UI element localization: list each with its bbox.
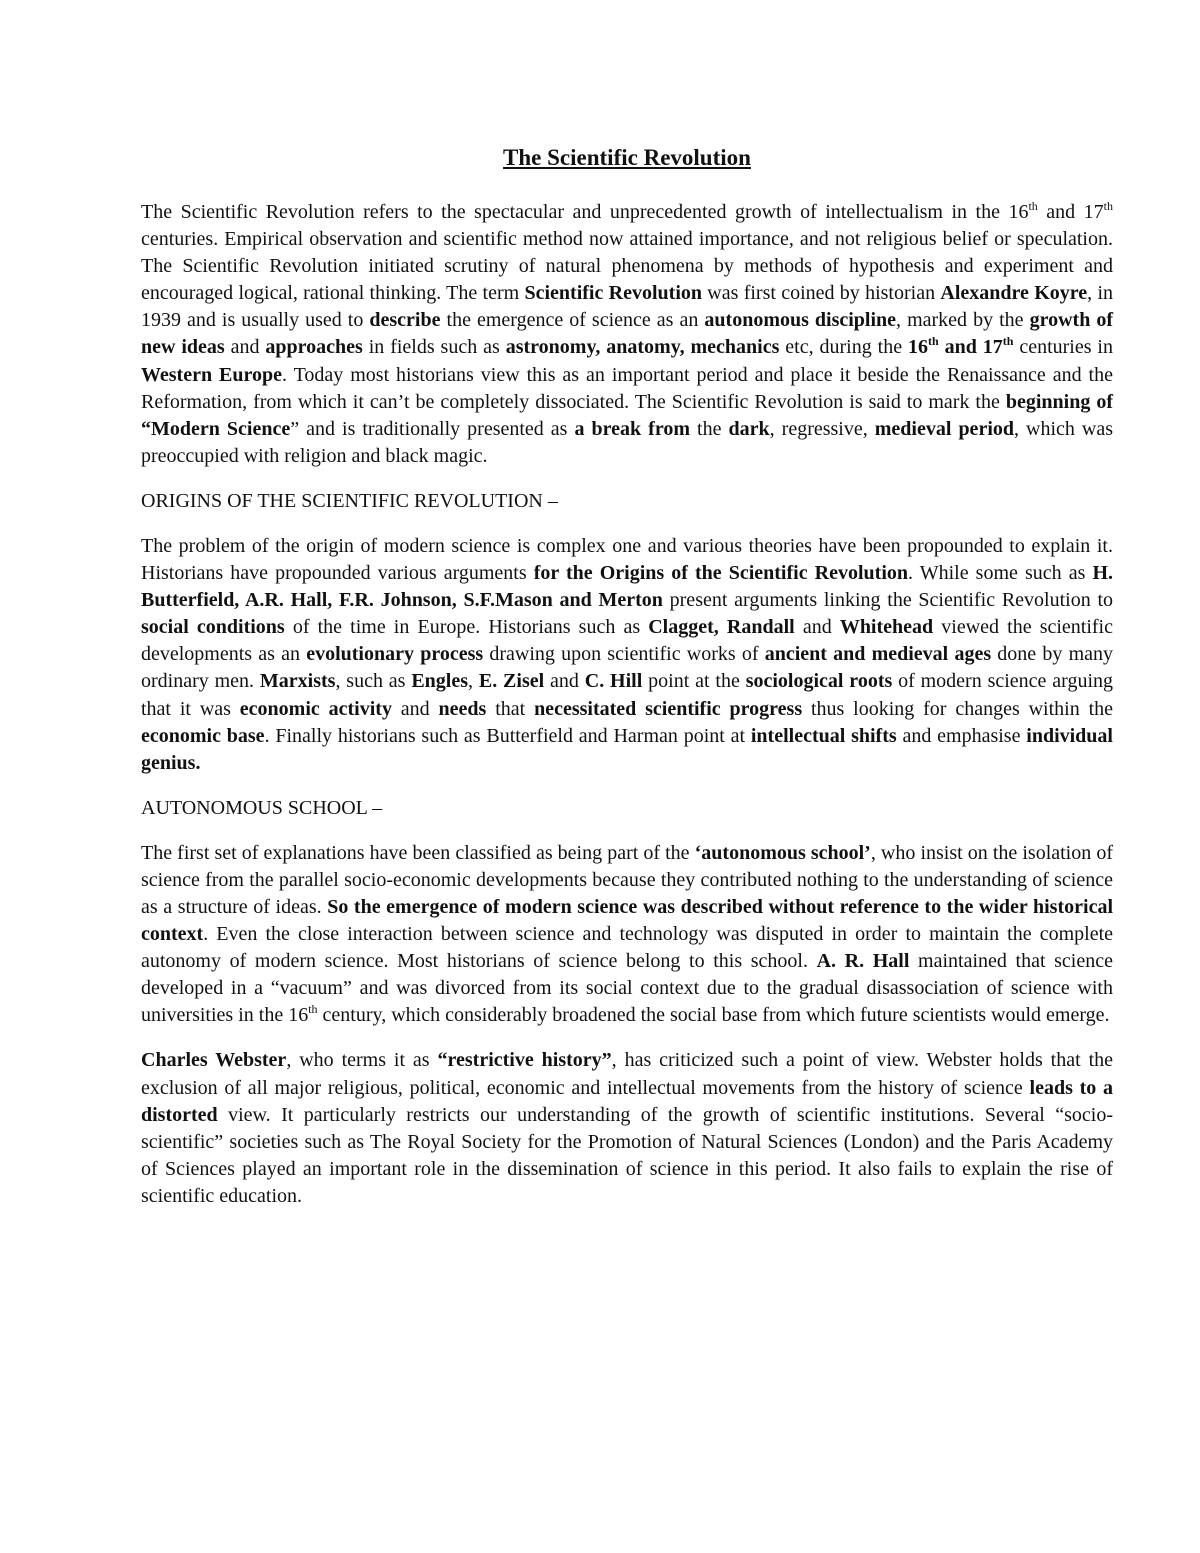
text-run: th bbox=[308, 1002, 318, 1017]
bold-text-run: Clagget, Randall bbox=[648, 616, 795, 639]
text-run: , has criticized such a point of view. Webster holds that the exclusion of all major religious, political, economic and intellectual movements from the history of science bbox=[141, 1049, 1113, 1099]
bold-text-run: ancient and medieval ages bbox=[764, 643, 992, 666]
text-run: and 17 bbox=[1037, 201, 1104, 223]
bold-text-run: Alexandre Koyre bbox=[940, 282, 1088, 305]
text-run: , bbox=[468, 670, 479, 693]
text-run: centuries. Empirical observation and scientific method now attained importance, and not religious belief or speculation. The Scientific Revolution initiated scrutiny of natural phenomena by methods of hypothesis and experiment and encouraged logical, rational thinking. The term bbox=[141, 228, 1113, 305]
text-run: , such as bbox=[335, 670, 412, 693]
text-run: ” and is traditionally presented as bbox=[290, 417, 575, 440]
text-run: of modern science arguing that it was bbox=[141, 670, 1114, 720]
bold-text-run: ‘autonomous school’ bbox=[694, 841, 871, 864]
bold-text-run: evolutionary process bbox=[306, 643, 484, 666]
bold-text-run: social conditions bbox=[141, 616, 285, 639]
text-run: point at the bbox=[642, 670, 746, 693]
bold-text-run: autonomous discipline bbox=[704, 309, 897, 332]
bold-text-run: economic base bbox=[141, 724, 265, 747]
document-page bbox=[141, 140, 1113, 1228]
text-run: was first coined by historian bbox=[702, 282, 941, 305]
bold-text-run: approaches bbox=[265, 336, 363, 359]
bold-text-run: 16 bbox=[908, 336, 928, 359]
text-run: maintained that science developed in a “vacuum” and was divorced from its social context due to the gradual disassociation of science with universities in the 16 bbox=[141, 950, 1113, 1027]
bold-text-run: necessitated scientific progress bbox=[534, 697, 803, 720]
bold-text-run: and 17 bbox=[938, 336, 1003, 359]
text-run: done by many ordinary men. bbox=[141, 643, 1114, 693]
text-run: of the time in Europe. Historians such as bbox=[284, 616, 649, 639]
text-run: The problem of the origin of modern science is complex one and various theories have been propounded to explain it. Historians have propounded various arguments bbox=[141, 534, 1113, 585]
text-run: . Today most historians view this as an important period and place it beside the Renaissance and the Reformation, from which it can’t be completely dissociated. The Scientific Revolution is said to mark the bbox=[141, 363, 1113, 413]
bold-text-run: Whitehead bbox=[839, 616, 934, 639]
bold-text-run: “restrictive history” bbox=[437, 1049, 612, 1072]
text-run: The Scientific Revolution refers to the spectacular and unprecedented growth of intellectualism in the 16 bbox=[141, 201, 1029, 223]
text-run: , marked by the bbox=[896, 309, 1030, 332]
bold-text-run: Engles bbox=[411, 670, 468, 693]
text-run: century, which considerably broadened the social base from which future scientists would emerge. bbox=[317, 1004, 1110, 1027]
text-run: thus looking for changes within the bbox=[802, 697, 1113, 720]
text-run: the emergence of science as an bbox=[440, 309, 705, 332]
bold-text-run: E. Zisel bbox=[478, 670, 545, 693]
text-run: centuries in bbox=[1013, 336, 1113, 359]
bold-text-run: leads to a distorted bbox=[141, 1076, 1113, 1126]
autonomous-heading: AUTONOMOUS SCHOOL – bbox=[141, 796, 383, 819]
text-run: and emphasise bbox=[896, 724, 1027, 747]
autonomous-paragraph bbox=[141, 840, 1113, 1030]
text-run: viewed the scientific developments as an bbox=[141, 616, 1113, 666]
text-run: th bbox=[1028, 199, 1038, 213]
bold-text-run: economic activity bbox=[239, 697, 392, 720]
text-run: etc, during the bbox=[779, 336, 908, 359]
document-title: The Scientific Revolution bbox=[503, 145, 751, 170]
bold-text-run: th bbox=[1002, 334, 1014, 349]
origins-heading: ORIGINS OF THE SCIENTIFIC REVOLUTION – bbox=[141, 489, 558, 512]
text-run: view. It particularly restricts our understanding of the growth of scientific institutions. Several “socio-scientific” societies such as The Royal Society for the Promotion of Natural Sciences (London) and the Paris Academy of Sciences played an important role in the dissemination of science in this period. It also fails to explain the rise of scientific education. bbox=[141, 1103, 1113, 1207]
origins-paragraph bbox=[141, 533, 1113, 777]
text-run: , in 1939 and is usually used to bbox=[141, 282, 1114, 332]
bold-text-run: dark bbox=[728, 417, 770, 440]
text-run: , who insist on the isolation of science from the parallel socio-economic developments because they contributed nothing to the understanding of science as a structure of ideas. bbox=[141, 841, 1113, 918]
bold-text-run: Charles Webster bbox=[141, 1049, 287, 1072]
text-run: that bbox=[486, 697, 535, 720]
bold-text-run: A. R. Hall bbox=[816, 950, 910, 973]
text-run: and bbox=[794, 616, 840, 639]
bold-text-run: Western Europe bbox=[141, 363, 283, 386]
text-run: The first set of explanations have been classified as being part of the bbox=[141, 841, 695, 864]
bold-text-run: sociological roots bbox=[745, 670, 893, 693]
text-run: . Finally historians such as Butterfield and Harman point at bbox=[264, 724, 751, 747]
bold-text-run: needs bbox=[438, 697, 487, 720]
bold-text-run: th bbox=[928, 334, 939, 349]
webster-paragraph bbox=[141, 1047, 1113, 1210]
text-run: and bbox=[224, 336, 266, 359]
text-run: , who terms it as bbox=[286, 1049, 438, 1072]
bold-text-run: Scientific Revolution bbox=[524, 282, 702, 305]
intro-paragraph bbox=[141, 199, 1113, 470]
bold-text-run: describe bbox=[369, 309, 441, 332]
bold-text-run: medieval period bbox=[874, 417, 1014, 440]
bold-text-run: a break from bbox=[574, 417, 691, 440]
text-run: th bbox=[1103, 199, 1113, 213]
bold-text-run: growth of new ideas bbox=[141, 309, 1114, 359]
text-run: in fields such as bbox=[362, 336, 506, 359]
bold-text-run: beginning of “Modern Science bbox=[141, 390, 1113, 440]
text-run: present arguments linking the Scientific Revolution to bbox=[662, 589, 1114, 612]
text-run: , which was preoccupied with religion and black magic. bbox=[141, 417, 1114, 467]
bold-text-run: So the emergence of modern science was described without reference to the wider historical context bbox=[141, 895, 1113, 946]
bold-text-run: astronomy, anatomy, mechanics bbox=[505, 336, 780, 359]
text-run: . While some such as bbox=[908, 562, 1093, 585]
bold-text-run: C. Hill bbox=[584, 670, 643, 693]
text-run: drawing upon scientific works of bbox=[483, 643, 765, 666]
text-run: the bbox=[690, 417, 729, 440]
text-run: and bbox=[544, 670, 585, 693]
text-run: and bbox=[391, 697, 439, 720]
text-run: , regressive, bbox=[769, 417, 875, 440]
bold-text-run: H. Butterfield, A.R. Hall, F.R. Johnson, S.F.Mason and Merton bbox=[141, 562, 1113, 612]
bold-text-run: Marxists bbox=[259, 670, 336, 693]
bold-text-run: for the Origins of the Scientific Revolution bbox=[533, 562, 908, 585]
bold-text-run: intellectual shifts bbox=[750, 724, 897, 747]
bold-text-run: individual genius. bbox=[141, 724, 1113, 774]
text-run: . Even the close interaction between science and technology was disputed in order to maintain the complete autonomy of modern science. Most historians of science belong to this school. bbox=[141, 923, 1113, 973]
